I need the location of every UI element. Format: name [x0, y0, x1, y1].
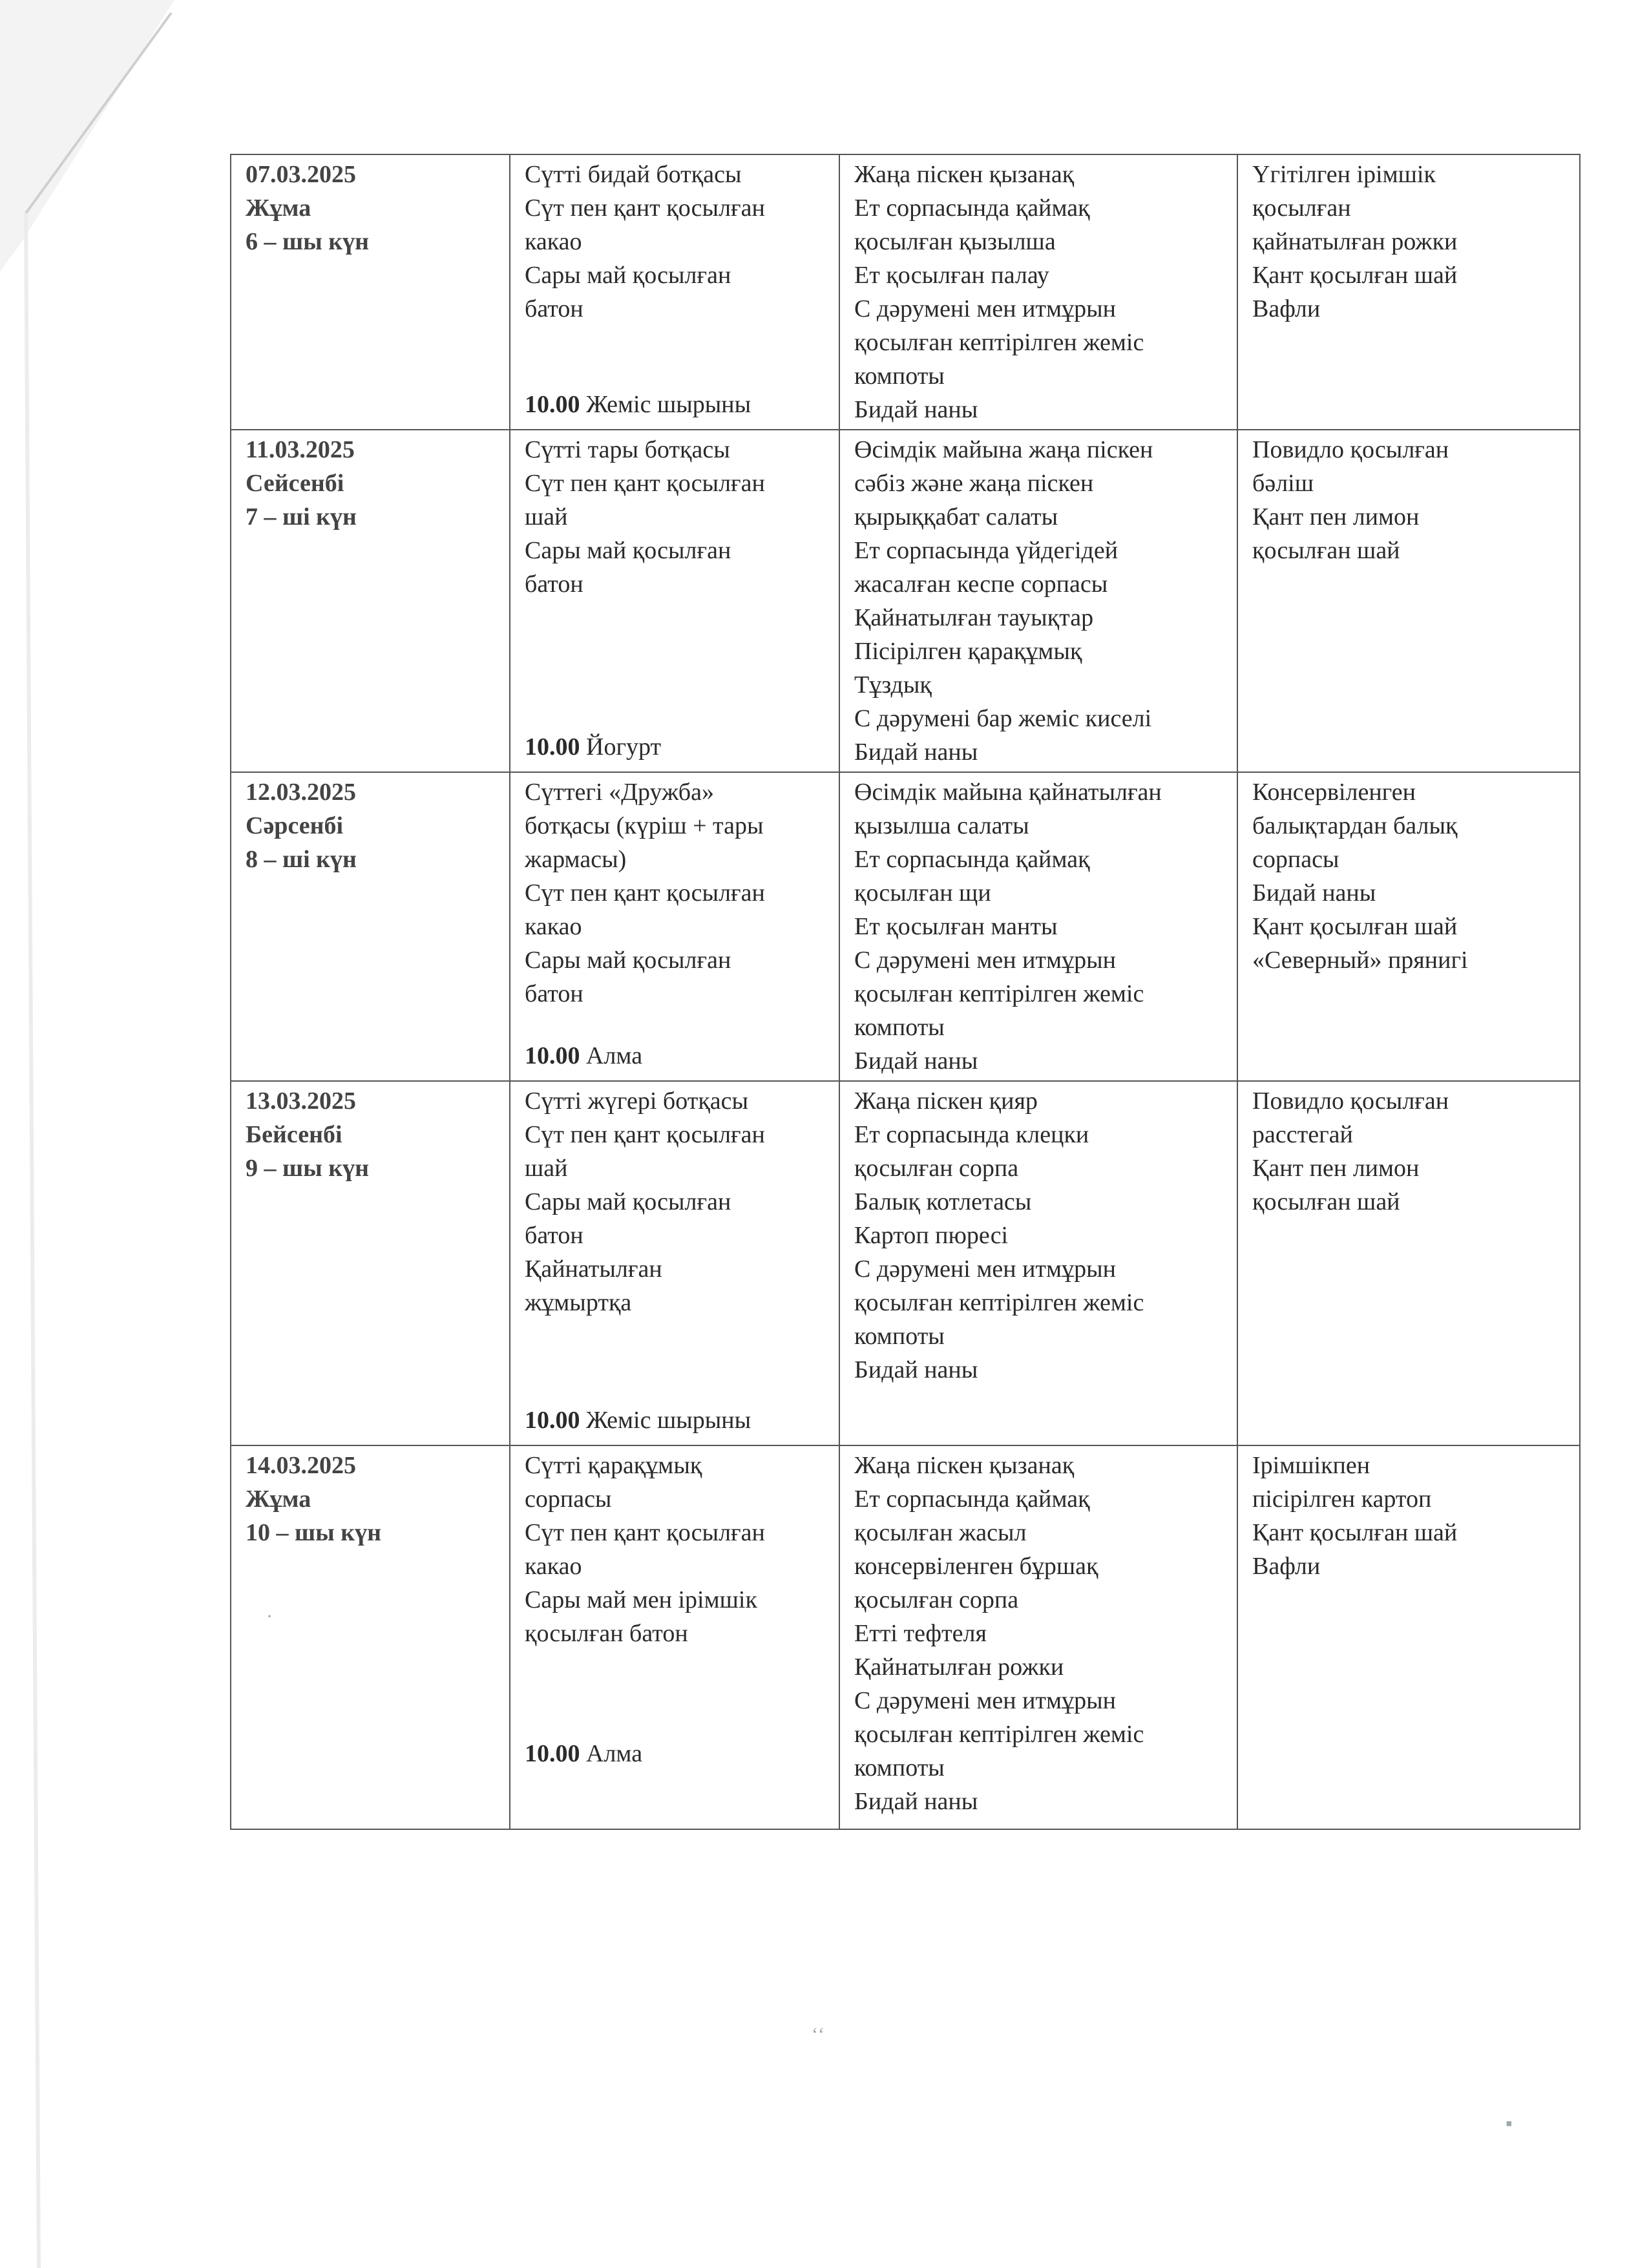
snack-time: 10.00	[525, 391, 580, 418]
menu-table	[230, 154, 1581, 1830]
day-date: 14.03.2025	[246, 1452, 356, 1479]
breakfast-item: Сүт пен қант қосылған	[525, 194, 765, 222]
snack-time: 10.00	[525, 733, 580, 761]
dinner-item: қосылған шай	[1252, 1188, 1400, 1215]
breakfast-item: какао	[525, 228, 582, 255]
day-number: 10 – шы күн	[246, 1519, 382, 1546]
breakfast-item: Сары май қосылған	[525, 947, 731, 974]
breakfast-cell	[510, 1445, 839, 1829]
lunch-item: С дәрумені мен итмұрын	[854, 1687, 1116, 1714]
lunch-item: қосылған жасыл	[854, 1519, 1027, 1546]
dinner-item: Қант қосылған шай	[1252, 1519, 1458, 1546]
lunch-item: сәбіз және жаңа піскен	[854, 470, 1094, 497]
breakfast-cell	[510, 430, 839, 772]
lunch-item: компоты	[854, 362, 945, 390]
day-cell	[231, 1081, 510, 1445]
lunch-item: қосылған кептірілген жеміс	[854, 1721, 1144, 1748]
lunch-item: компоты	[854, 1014, 945, 1041]
lunch-item: қосылған кептірілген жеміс	[854, 1289, 1144, 1316]
lunch-item: Қайнатылған рожки	[854, 1654, 1064, 1681]
scan-speck: ʻʻ	[812, 2024, 824, 2045]
day-date: 07.03.2025	[246, 161, 356, 188]
lunch-item: Өсімдік майына қайнатылған	[854, 779, 1162, 806]
lunch-item: Жаңа піскен қияр	[854, 1087, 1038, 1115]
dinner-item: Қант пен лимон	[1252, 503, 1420, 530]
scan-speck: ▪	[1506, 2113, 1513, 2134]
snack-time: 10.00	[525, 1740, 580, 1767]
dinner-item: Бидай наны	[1252, 879, 1376, 907]
lunch-item: қосылған кептірілген жеміс	[854, 329, 1144, 356]
dinner-item: Вафли	[1252, 295, 1321, 322]
lunch-item: қосылған сорпа	[854, 1155, 1019, 1182]
breakfast-cell	[510, 772, 839, 1081]
menu-row	[231, 154, 1580, 430]
lunch-item: компоты	[854, 1754, 945, 1781]
breakfast-item: жармасы)	[525, 846, 627, 873]
dinner-cell	[1237, 772, 1580, 1081]
day-number: 9 – шы күн	[246, 1155, 370, 1182]
snack-item: Йогурт	[586, 733, 662, 761]
dinner-item: Қант қосылған шай	[1252, 262, 1458, 289]
breakfast-item: шай	[525, 1155, 568, 1182]
lunch-item: консервіленген бұршақ	[854, 1553, 1098, 1580]
dinner-cell	[1237, 154, 1580, 430]
breakfast-item: Сүт пен қант қосылған	[525, 1519, 765, 1546]
lunch-item: С дәрумені мен итмұрын	[854, 295, 1116, 322]
lunch-item: Өсімдік майына жаңа піскен	[854, 436, 1153, 463]
day-number: 8 – ші күн	[246, 846, 357, 873]
lunch-item: С дәрумені мен итмұрын	[854, 1255, 1116, 1283]
dinner-item: Повидло қосылған	[1252, 436, 1449, 463]
lunch-item: Бидай наны	[854, 396, 978, 423]
snack-line	[525, 730, 661, 764]
lunch-item: Бидай наны	[854, 1047, 978, 1075]
lunch-item: Ет сорпасында қаймақ	[854, 1486, 1090, 1513]
breakfast-item: жұмыртқа	[525, 1289, 632, 1316]
snack-item: Алма	[586, 1042, 643, 1069]
day-date: 12.03.2025	[246, 779, 356, 806]
breakfast-item: Сүтті жүгері ботқасы	[525, 1087, 749, 1115]
day-date: 11.03.2025	[246, 436, 355, 463]
snack-item: Жеміс шырыны	[586, 1407, 751, 1434]
lunch-item: Ет сорпасында қаймақ	[854, 194, 1090, 222]
lunch-cell	[839, 154, 1237, 430]
lunch-item: Ет сорпасында клецки	[854, 1121, 1089, 1148]
lunch-item: компоты	[854, 1323, 945, 1350]
lunch-item: қырыққабат салаты	[854, 503, 1058, 530]
breakfast-item: Сары май қосылған	[525, 262, 731, 289]
breakfast-cell	[510, 154, 839, 430]
lunch-item: Бидай наны	[854, 739, 978, 766]
snack-item: Алма	[586, 1740, 643, 1767]
breakfast-item: Сары май қосылған	[525, 537, 731, 564]
breakfast-item: Сүт пен қант қосылған	[525, 470, 765, 497]
day-number: 7 – ші күн	[246, 503, 357, 530]
day-number: 6 – шы күн	[246, 228, 370, 255]
day-weekday: Сейсенбі	[246, 470, 344, 497]
snack-time: 10.00	[525, 1407, 580, 1434]
lunch-item: Пісірілген қарақұмық	[854, 638, 1082, 665]
lunch-item: Ет қосылған манты	[854, 913, 1058, 940]
snack-time: 10.00	[525, 1042, 580, 1069]
lunch-item: Тұздық	[854, 671, 932, 698]
day-weekday: Жұма	[246, 194, 311, 222]
breakfast-item: Сүт пен қант қосылған	[525, 879, 765, 907]
dinner-item: сорпасы	[1252, 846, 1339, 873]
dinner-item: Повидло қосылған	[1252, 1087, 1449, 1115]
breakfast-item: Сүтті қарақұмық	[525, 1452, 702, 1479]
snack-line	[525, 1039, 642, 1073]
snack-line	[525, 388, 751, 421]
breakfast-item: батон	[525, 295, 583, 322]
dinner-item: қосылған шай	[1252, 537, 1400, 564]
dinner-item: «Северный» прянигі	[1252, 947, 1468, 974]
breakfast-item: какао	[525, 1553, 582, 1580]
lunch-cell	[839, 1445, 1237, 1829]
lunch-item: Бидай наны	[854, 1788, 978, 1815]
breakfast-item: батон	[525, 980, 583, 1007]
dinner-item: қайнатылған рожки	[1252, 228, 1458, 255]
lunch-item: Қайнатылған тауықтар	[854, 604, 1094, 631]
lunch-item: Балық котлетасы	[854, 1188, 1032, 1215]
day-weekday: Жұма	[246, 1486, 311, 1513]
breakfast-item: Сүттегі «Дружба»	[525, 779, 714, 806]
lunch-item: Жаңа піскен қызанақ	[854, 161, 1075, 188]
lunch-item: С дәрумені мен итмұрын	[854, 947, 1116, 974]
snack-line	[525, 1403, 751, 1437]
dinner-item: балықтардан балық	[1252, 812, 1458, 839]
day-cell	[231, 772, 510, 1081]
dinner-item: Вафли	[1252, 1553, 1321, 1580]
lunch-item: Жаңа піскен қызанақ	[854, 1452, 1075, 1479]
lunch-item: Ет қосылған палау	[854, 262, 1049, 289]
day-cell	[231, 1445, 510, 1829]
menu-row	[231, 1081, 1580, 1445]
breakfast-item: ботқасы (күріш + тары	[525, 812, 764, 839]
breakfast-item: Сары май қосылған	[525, 1188, 731, 1215]
lunch-item: С дәрумені бар жеміс киселі	[854, 705, 1152, 732]
snack-line	[525, 1737, 642, 1770]
lunch-item: жасалған кеспе сорпасы	[854, 571, 1108, 598]
dinner-item: пісірілген картоп	[1252, 1486, 1432, 1513]
dinner-cell	[1237, 1445, 1580, 1829]
lunch-item: Ет сорпасында қаймақ	[854, 846, 1090, 873]
snack-item: Жеміс шырыны	[586, 391, 751, 418]
lunch-cell	[839, 772, 1237, 1081]
dinner-cell	[1237, 430, 1580, 772]
day-cell	[231, 154, 510, 430]
dinner-item: Үгітілген ірімшік	[1252, 161, 1436, 188]
dinner-item: Ірімшікпен	[1252, 1452, 1371, 1479]
lunch-item: Ет сорпасында үйдегідей	[854, 537, 1119, 564]
day-weekday: Сәрсенбі	[246, 812, 344, 839]
dinner-item: қосылған	[1252, 194, 1351, 222]
lunch-item: қосылған щи	[854, 879, 991, 907]
lunch-item: Етті тефтеля	[854, 1620, 987, 1647]
breakfast-item: Қайнатылған	[525, 1255, 662, 1283]
breakfast-item: сорпасы	[525, 1486, 612, 1513]
lunch-item: қосылған қызылша	[854, 228, 1056, 255]
lunch-item: қызылша салаты	[854, 812, 1029, 839]
menu-row	[231, 430, 1580, 772]
breakfast-item: батон	[525, 1222, 583, 1249]
breakfast-item: Сары май мен ірімшік	[525, 1586, 757, 1613]
menu-row	[231, 1445, 1580, 1829]
breakfast-item: шай	[525, 503, 568, 530]
breakfast-item: Сүт пен қант қосылған	[525, 1121, 765, 1148]
day-date: 13.03.2025	[246, 1087, 356, 1115]
breakfast-item: батон	[525, 571, 583, 598]
lunch-item: қосылған кептірілген жеміс	[854, 980, 1144, 1007]
dinner-item: Консервіленген	[1252, 779, 1416, 806]
breakfast-item: Сүтті тары ботқасы	[525, 436, 730, 463]
lunch-item: Бидай наны	[854, 1356, 978, 1383]
dinner-item: бәліш	[1252, 470, 1314, 497]
dinner-item: расстегай	[1252, 1121, 1353, 1148]
breakfast-cell	[510, 1081, 839, 1445]
lunch-item: қосылған сорпа	[854, 1586, 1019, 1613]
breakfast-item: какао	[525, 913, 582, 940]
lunch-cell	[839, 430, 1237, 772]
lunch-item: Картоп пюресі	[854, 1222, 1009, 1249]
dinner-cell	[1237, 1081, 1580, 1445]
dinner-item: Қант қосылған шай	[1252, 913, 1458, 940]
dinner-item: Қант пен лимон	[1252, 1155, 1420, 1182]
breakfast-item: Сүтті бидай ботқасы	[525, 161, 742, 188]
day-cell	[231, 430, 510, 772]
day-weekday: Бейсенбі	[246, 1121, 342, 1148]
scan-speck: ·	[266, 1606, 273, 1627]
breakfast-item: қосылған батон	[525, 1620, 688, 1647]
menu-row	[231, 772, 1580, 1081]
lunch-cell	[839, 1081, 1237, 1445]
